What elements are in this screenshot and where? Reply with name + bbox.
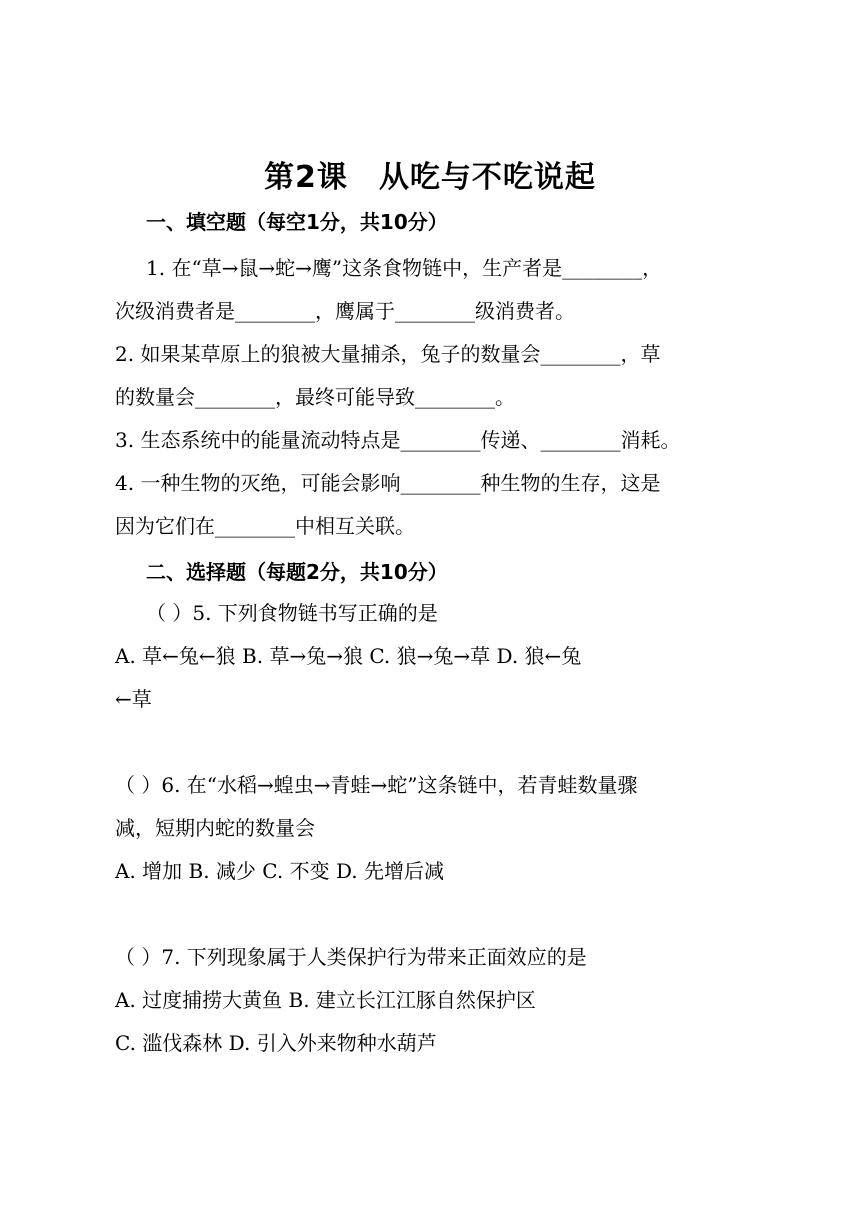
page-title: 第2课 从吃与不吃说起 [264,160,596,195]
question-1-line-2: 次级消费者是________，鹰属于________级消费者。 [115,299,575,323]
question-7-options-line-1: A. 过度捕捞大黄鱼 B. 建立长江江豚自然保护区 [115,988,536,1012]
question-6-options: A. 增加 B. 减少 C. 不变 D. 先增后减 [115,859,444,883]
question-5-options-line-1: A. 草←兔←狼 B. 草→兔→狼 C. 狼→兔→草 D. 狼←兔 [115,644,582,668]
question-1-line-1: 1. 在“草→鼠→蛇→鹰”这条食物链中，生产者是________， [146,256,663,280]
question-4-line-1: 4. 一种生物的灭绝，可能会影响________种生物的生存，这是 [115,471,661,495]
question-2-line-2: 的数量会________，最终可能导致________。 [115,385,515,409]
question-3-line: 3. 生态系统中的能量流动特点是________传递、________消耗。 [115,428,681,452]
question-2-line-1: 2. 如果某草原上的狼被大量捕杀，兔子的数量会________，草 [115,342,661,366]
question-6-stem-line-1: （ ）6. 在“水稻→蝗虫→青蛙→蛇”这条链中，若青蛙数量骤 [115,773,638,797]
question-7-options-line-2: C. 滥伐森林 D. 引入外来物种水葫芦 [115,1031,437,1055]
section-heading-choice: 二、选择题（每题2分，共10分） [146,560,448,584]
question-6-stem-line-2: 减，短期内蛇的数量会 [115,816,315,840]
question-5-options-line-2: ←草 [115,687,152,711]
section-heading-fill-in: 一、填空题（每空1分，共10分） [146,210,448,234]
question-5-stem: （ ）5. 下列食物链书写正确的是 [146,601,438,625]
question-4-line-2: 因为它们在________中相互关联。 [115,514,415,538]
question-7-stem: （ ）7. 下列现象属于人类保护行为带来正面效应的是 [115,945,587,969]
